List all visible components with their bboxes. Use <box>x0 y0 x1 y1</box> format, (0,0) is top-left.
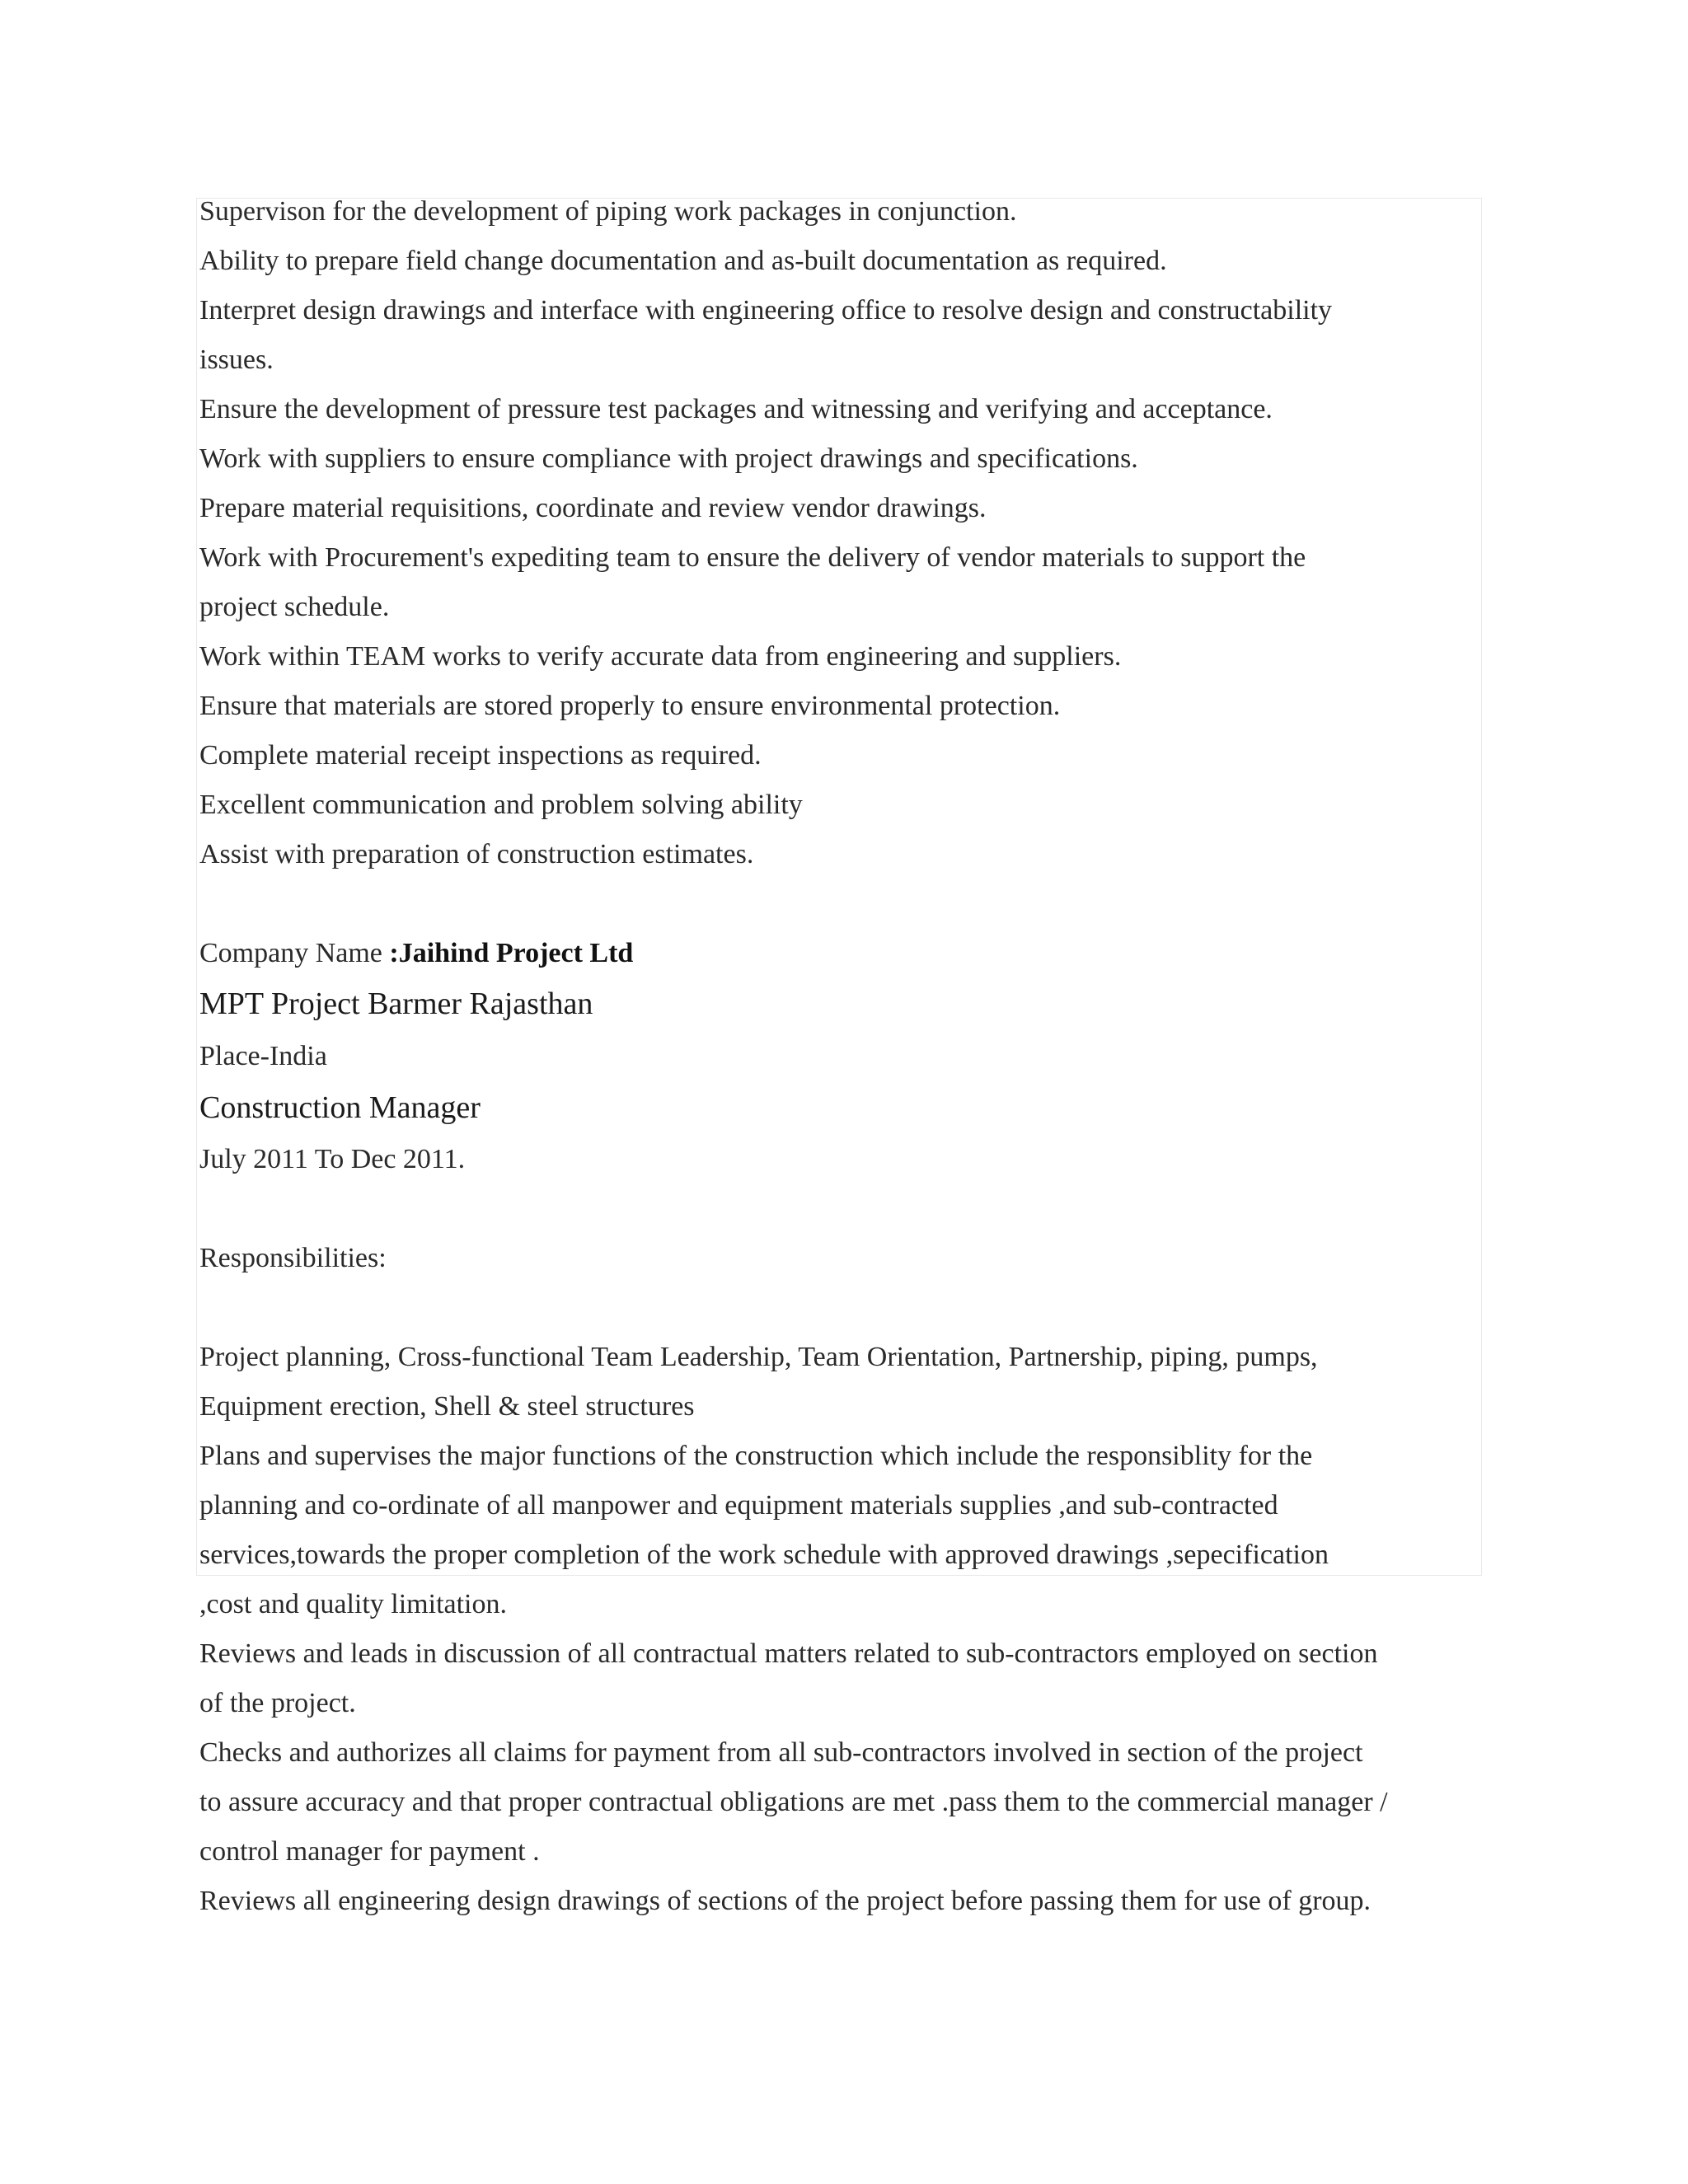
duty-line: Work within TEAM works to verify accurate data from engineering and suppliers. <box>199 641 1122 672</box>
place: Place-India <box>199 1041 327 1071</box>
company-name-label: Company Name <box>199 938 390 968</box>
responsibility-line: ,cost and quality limitation. <box>199 1589 508 1619</box>
responsibility-line: Checks and authorizes all claims for payment from all sub-contractors involved in section of the project <box>199 1737 1363 1768</box>
duty-line: issues. <box>199 344 274 375</box>
responsibility-line: Plans and supervises the major functions of the construction which include the responsiblity for the <box>199 1441 1313 1471</box>
duty-line: Assist with preparation of construction estimates. <box>199 839 754 869</box>
job-title: Construction Manager <box>199 1090 481 1125</box>
duty-line: project schedule. <box>199 592 390 622</box>
employment-period: July 2011 To Dec 2011. <box>199 1144 466 1174</box>
duty-line: Prepare material requisitions, coordinate and review vendor drawings. <box>199 493 987 523</box>
project-name: MPT Project Barmer Rajasthan <box>199 987 593 1021</box>
responsibility-line: control manager for payment . <box>199 1836 540 1867</box>
duty-line: Ensure the development of pressure test packages and witnessing and verifying and acceptance. <box>199 394 1273 424</box>
duty-line: Excellent communication and problem solving ability <box>199 790 803 820</box>
responsibility-line: Project planning, Cross-functional Team Leadership, Team Orientation, Partnership, piping, pumps, <box>199 1342 1318 1372</box>
responsibility-line: planning and co-ordinate of all manpower and equipment materials supplies ,and sub-contracted <box>199 1490 1278 1521</box>
responsibility-line: to assure accuracy and that proper contractual obligations are met .pass them to the commercial manager / <box>199 1787 1388 1817</box>
responsibilities-heading: Responsibilities: <box>199 1243 387 1273</box>
duty-line: Interpret design drawings and interface with engineering office to resolve design and constructability <box>199 295 1333 326</box>
responsibility-line: Reviews and leads in discussion of all contractual matters related to sub-contractors employed on section <box>199 1638 1378 1669</box>
company-name-line <box>199 937 633 970</box>
responsibility-line: of the project. <box>199 1688 356 1718</box>
responsibility-line: Reviews all engineering design drawings of sections of the project before passing them for use of group. <box>199 1886 1372 1916</box>
duty-line: Complete material receipt inspections as required. <box>199 740 762 771</box>
duty-line: Work with Procurement's expediting team to ensure the delivery of vendor materials to support the <box>199 542 1306 573</box>
duty-line: Ability to prepare field change documentation and as-built documentation as required. <box>199 246 1167 276</box>
responsibility-line: services,towards the proper completion of the work schedule with approved drawings ,sepecification <box>199 1540 1329 1570</box>
duty-line: Supervison for the development of piping work packages in conjunction. <box>199 196 1017 227</box>
company-name: :Jaihind Project Ltd <box>389 938 634 968</box>
responsibility-line: Equipment erection, Shell & steel structures <box>199 1391 695 1422</box>
duty-line: Ensure that materials are stored properly to ensure environmental protection. <box>199 691 1061 721</box>
duty-line: Work with suppliers to ensure compliance with project drawings and specifications. <box>199 443 1138 474</box>
